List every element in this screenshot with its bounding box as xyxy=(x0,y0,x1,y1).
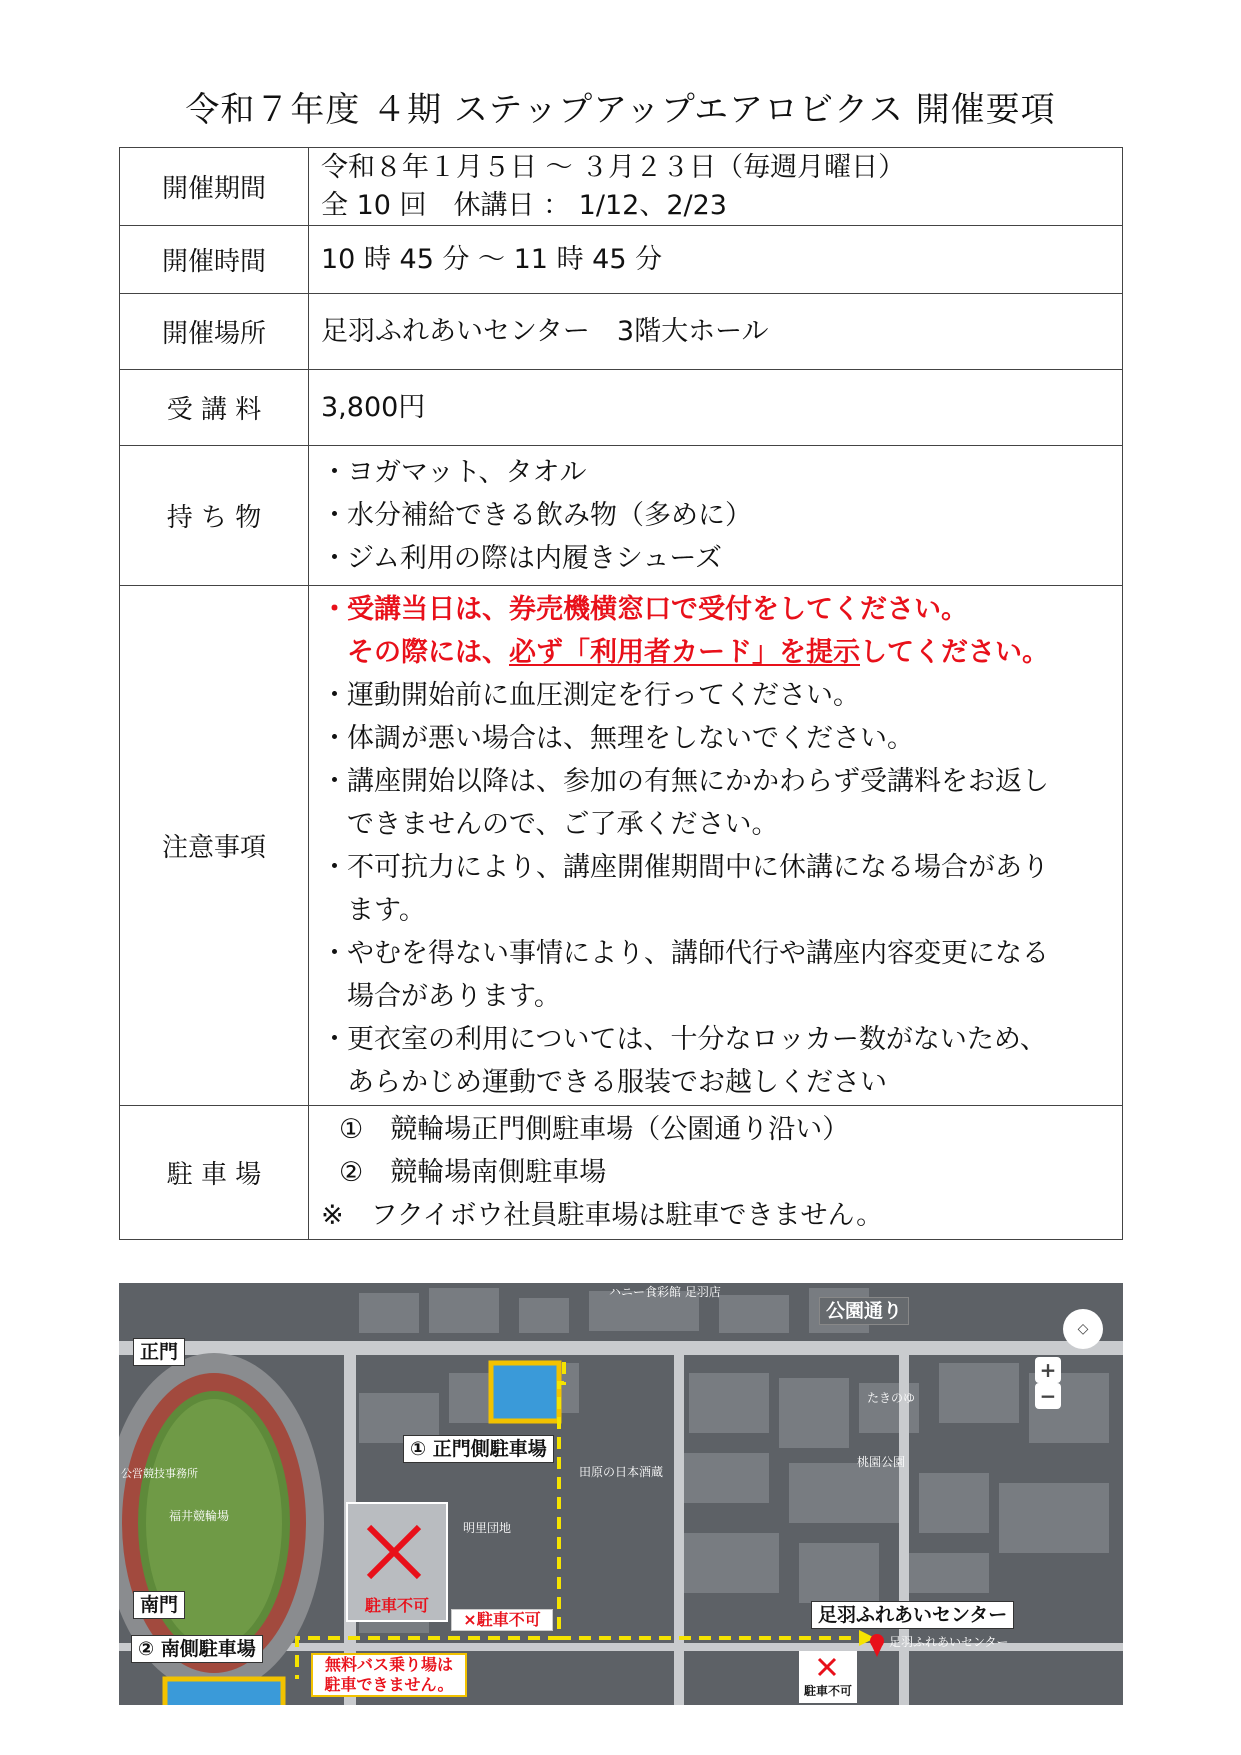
row-time xyxy=(120,226,1123,294)
value-fee: 3,800円 xyxy=(309,370,1123,446)
map-poi-sake: 田原の日本酒蔵 xyxy=(579,1465,664,1479)
value-time: 10 時 45 分 ～ 11 時 45 分 xyxy=(309,226,1123,294)
list-item: ・講座開始以降は、参加の有無にかかわらず受講料をお返し xyxy=(321,765,1049,797)
map-label-center: 足羽ふれあいセンター xyxy=(811,1601,1014,1629)
map-pin-label: 足羽ふれあいセンター xyxy=(889,1635,1009,1649)
value-place: 足羽ふれあいセンター 3階大ホール xyxy=(309,294,1123,370)
map-label-parking2: ② 南側駐車場 xyxy=(131,1635,263,1663)
list-item: ※ フクイボウ社員駐車場は駐車できません。 xyxy=(321,1200,884,1231)
value-parking xyxy=(309,1106,1123,1240)
map-label-no-parking: 駐車不可 xyxy=(364,1596,429,1615)
list-item: ・ジム利用の際は内履きシューズ xyxy=(321,543,723,574)
important-note: ・受講当日は、券売機横窓口で受付をしてください。 xyxy=(321,593,968,625)
label-time: 開催時間 xyxy=(120,226,309,294)
label-parking: 駐 車 場 xyxy=(120,1106,309,1240)
map-label-nanmon: 南門 xyxy=(133,1591,185,1619)
value-items xyxy=(309,446,1123,586)
row-fee xyxy=(120,370,1123,446)
list-item: ・体調が悪い場合は、無理をしないでください。 xyxy=(321,722,914,754)
zoom-out-button[interactable]: − xyxy=(1035,1383,1061,1409)
label-fee: 受 講 料 xyxy=(120,370,309,446)
map-label-no-parking-3: 駐車不可 xyxy=(803,1684,852,1698)
label-place: 開催場所 xyxy=(120,294,309,370)
map-poi-meiri: 明里団地 xyxy=(463,1521,512,1535)
value-notes xyxy=(309,586,1123,1106)
list-item: ・やむを得ない事情により、講師代行や講座内容変更になる xyxy=(321,937,1049,969)
map-poi-touen: 桃園公園 xyxy=(857,1455,906,1469)
map-label-kouen-dori: 公園通り xyxy=(819,1297,909,1325)
important-note-card: その際には、必ず「利用者カード」を提示してください。 xyxy=(347,636,1049,668)
map-label-bus: 無料バス乗り場は 駐車できません。 xyxy=(311,1653,467,1697)
list-item: ・ヨガマット、タオル xyxy=(321,457,587,488)
row-place xyxy=(120,294,1123,370)
map-label-parking1: ① 正門側駐車場 xyxy=(403,1435,554,1463)
page-title: 令和７年度 ４期 ステップアップエアロビクス 開催要項 xyxy=(185,90,1056,130)
label-items: 持 ち 物 xyxy=(120,446,309,586)
label-notes: 注意事項 xyxy=(120,586,309,1106)
list-item-continuation: あらかじめ運動できる服装でお越しください xyxy=(347,1066,887,1098)
map-poi-store: ハニー食彩館 足羽店 xyxy=(609,1285,721,1299)
row-notes xyxy=(120,586,1123,1106)
list-item: ・水分補給できる飲み物（多めに） xyxy=(321,500,752,531)
list-item: ・更衣室の利用については、十分なロッカー数がないため、 xyxy=(321,1023,1047,1055)
zoom-in-button[interactable]: + xyxy=(1035,1357,1061,1383)
pan-control-icon[interactable]: ◇ xyxy=(1063,1309,1103,1349)
list-item: ① 競輪場正門側駐車場（公園通り沿い） xyxy=(339,1114,850,1145)
row-parking xyxy=(120,1106,1123,1240)
list-item: ・運動開始前に血圧測定を行ってください。 xyxy=(321,679,860,711)
row-period xyxy=(120,148,1123,226)
value-period: 令和８年１月５日 ～ ３月２３日（毎週月曜日） 全 10 回 休講日 ： 1/12、2/23 xyxy=(309,148,1123,226)
list-item: ② 競輪場南側駐車場 xyxy=(339,1157,607,1188)
list-item: ・不可抗力により、講座開催期間中に休講になる場合があり xyxy=(321,851,1049,883)
map-poi-takinoyu: たきのゆ xyxy=(867,1391,916,1405)
map-poi-jimusho: 公営競技事務所 xyxy=(121,1467,198,1480)
info-table xyxy=(119,147,1123,1240)
map-label-no-parking-2: ×駐車不可 xyxy=(451,1609,553,1631)
list-item-continuation: 場合があります。 xyxy=(347,980,561,1012)
parking-map xyxy=(119,1283,1123,1705)
map-poi-keirin: 福井競輪場 xyxy=(169,1509,230,1523)
list-item-continuation: できませんので、ご了承ください。 xyxy=(347,808,779,840)
map-label-seimon: 正門 xyxy=(133,1338,185,1366)
row-items xyxy=(120,446,1123,586)
list-item-continuation: ます。 xyxy=(347,894,426,926)
label-period: 開催期間 xyxy=(120,148,309,226)
